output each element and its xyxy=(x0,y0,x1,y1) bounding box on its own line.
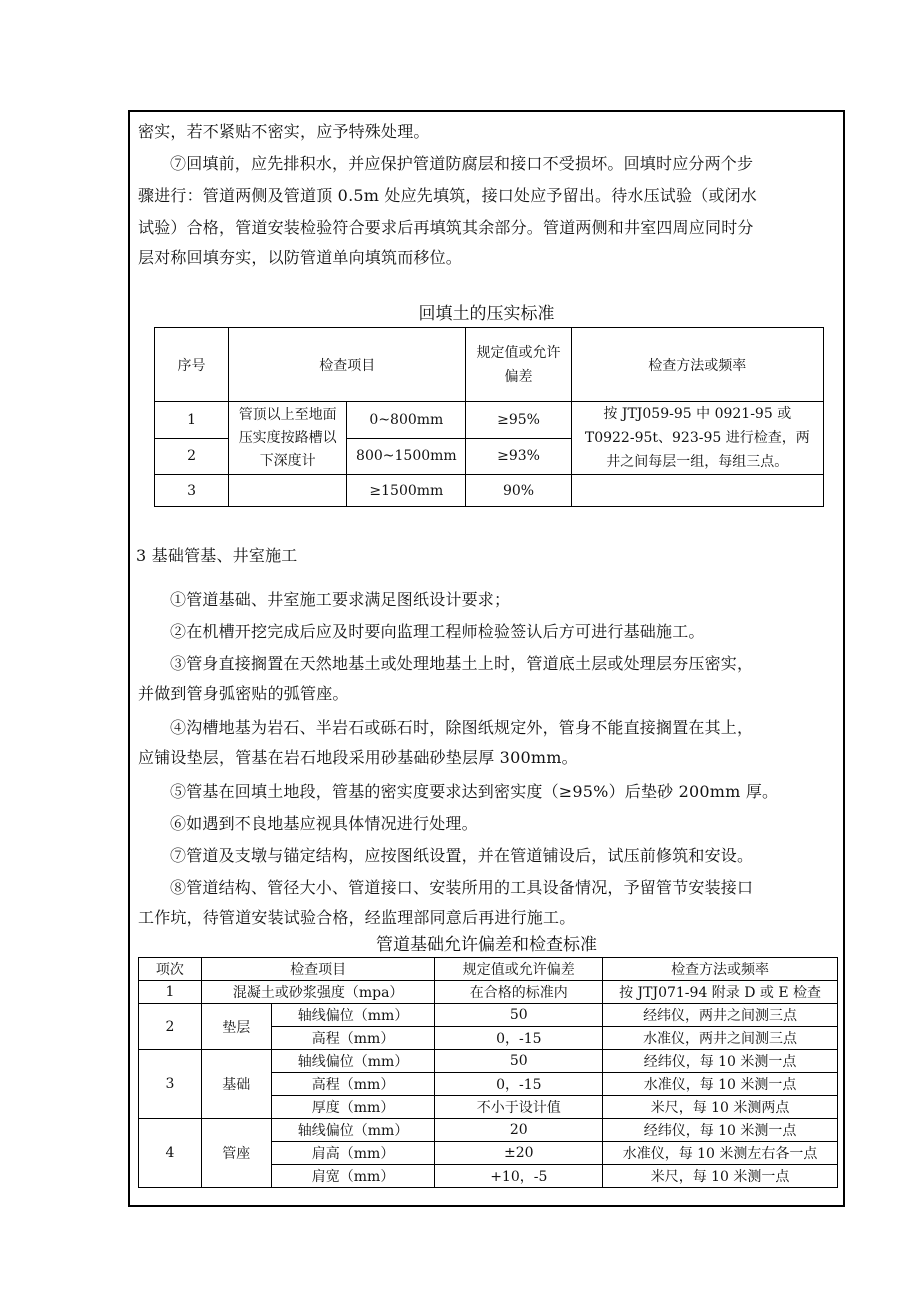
paragraph-line: 骤进行：管道两侧及管道顶 0.5m 处应先填筑，接口处应予留出。待水压试验（或闭水 xyxy=(138,186,757,205)
foundation-table xyxy=(138,957,838,1188)
method-blank xyxy=(571,475,823,507)
group-no: 3 xyxy=(139,1050,202,1119)
row-item: 轴线偏位（mm） xyxy=(271,1004,435,1027)
row-value: 不小于设计值 xyxy=(435,1096,603,1119)
row-method: 水准仪，每 10 米测一点 xyxy=(603,1073,838,1096)
paragraph-line: ⑥如遇到不良地基应视具体情况进行处理。 xyxy=(170,814,478,833)
row-value: +10，-5 xyxy=(435,1165,603,1188)
row-method: 按 JTJ071-94 附录 D 或 E 检查 xyxy=(603,981,838,1004)
row-value: 20 xyxy=(435,1119,603,1142)
group-name: 基础 xyxy=(201,1050,271,1119)
row-method: 水准仪，每 10 米测左右各一点 xyxy=(603,1142,838,1165)
paragraph-line: ⑦管道及支墩与锚定结构，应按图纸设置，并在管道铺设后，试压前修筑和安设。 xyxy=(170,846,754,865)
row-no: 2 xyxy=(155,438,229,475)
paragraph-line: 试验）合格，管道安装检验符合要求后再填筑其余部分。管道两侧和井室四周应同时分 xyxy=(138,218,754,237)
paragraph-line: 密实，若不紧贴不密实，应予特殊处理。 xyxy=(138,122,430,141)
group-name: 垫层 xyxy=(201,1004,271,1050)
item-group: 管顶以上至地面压实度按路槽以下深度计 xyxy=(229,402,347,475)
group-no: 4 xyxy=(139,1119,202,1188)
group-name: 管座 xyxy=(201,1119,271,1188)
row-item: 高程（mm） xyxy=(271,1073,435,1096)
row-item: 混凝土或砂浆强度（mpa） xyxy=(201,981,435,1004)
header-method: 检查方法或频率 xyxy=(603,958,838,981)
row-method: 经纬仪，两井之间测三点 xyxy=(603,1004,838,1027)
row-method: 米尺，每 10 米测一点 xyxy=(603,1165,838,1188)
row-value: 50 xyxy=(435,1050,603,1073)
row-no: 1 xyxy=(139,981,202,1004)
header-method: 检查方法或频率 xyxy=(571,328,823,402)
row-no: 1 xyxy=(155,402,229,439)
row-value: 0，-15 xyxy=(435,1073,603,1096)
row-value: 0，-15 xyxy=(435,1027,603,1050)
paragraph-line: ③管身直接搁置在天然地基土或处理地基土上时，管道底土层或处理层夯压密实， xyxy=(170,654,754,673)
header-no: 序号 xyxy=(155,328,229,402)
paragraph-line: ⑧管道结构、管径大小、管道接口、安装所用的工具设备情况，予留管节安装接口 xyxy=(170,878,754,897)
row-no: 3 xyxy=(155,475,229,507)
row-method: 水准仪，两井之间测三点 xyxy=(603,1027,838,1050)
header-no: 项次 xyxy=(139,958,202,981)
row-item: 厚度（mm） xyxy=(271,1096,435,1119)
header-value: 规定值或允许偏差 xyxy=(435,958,603,981)
paragraph-line: ⑦回填前，应先排积水，并应保护管道防腐层和接口不受损坏。回填时应分两个步 xyxy=(170,154,754,173)
paragraph-line: ⑤管基在回填土地段，管基的密实度要求达到密实度（≥95%）后垫砂 200mm 厚。 xyxy=(170,782,779,801)
row-method: 经纬仪，每 10 米测一点 xyxy=(603,1119,838,1142)
row-value: ≥93% xyxy=(466,438,571,475)
group-no: 2 xyxy=(139,1004,202,1050)
row-value: 50 xyxy=(435,1004,603,1027)
paragraph-line: 应铺设垫层，管基在岩石地段采用砂基础砂垫层厚 300mm。 xyxy=(138,748,578,767)
row-item: 轴线偏位（mm） xyxy=(271,1050,435,1073)
compaction-table xyxy=(154,327,824,507)
paragraph-line: 层对称回填夯实，以防管道单向填筑而移位。 xyxy=(138,248,463,267)
item-group-blank xyxy=(229,475,347,507)
row-value: ≥95% xyxy=(466,402,571,439)
row-range: 800~1500mm xyxy=(347,438,466,475)
paragraph-line: 工作坑，待管道安装试验合格，经监理部同意后再进行施工。 xyxy=(138,908,576,927)
table2-caption: 管道基础允许偏差和检查标准 xyxy=(376,935,597,955)
row-item: 轴线偏位（mm） xyxy=(271,1119,435,1142)
row-method: 经纬仪，每 10 米测一点 xyxy=(603,1050,838,1073)
row-item: 肩宽（mm） xyxy=(271,1165,435,1188)
row-value: ±20 xyxy=(435,1142,603,1165)
document-frame xyxy=(128,110,845,1207)
row-range: ≥1500mm xyxy=(347,475,466,507)
row-value: 90% xyxy=(466,475,571,507)
row-value: 在合格的标准内 xyxy=(435,981,603,1004)
section-heading: 3 基础管基、井室施工 xyxy=(136,546,298,565)
paragraph-line: ②在机槽开挖完成后应及时要向监理工程师检验签认后方可进行基础施工。 xyxy=(170,622,705,641)
header-item: 检查项目 xyxy=(229,328,466,402)
header-value: 规定值或允许偏差 xyxy=(466,328,571,402)
table1-caption: 回填土的压实标准 xyxy=(418,304,555,324)
row-item: 高程（mm） xyxy=(271,1027,435,1050)
paragraph-line: ④沟槽地基为岩石、半岩石或砾石时，除图纸规定外，管身不能直接搁置在其上， xyxy=(170,718,754,737)
paragraph-line: 并做到管身弧密贴的弧管座。 xyxy=(138,684,349,703)
paragraph-line: ①管道基础、井室施工要求满足图纸设计要求； xyxy=(170,590,511,609)
row-range: 0~800mm xyxy=(347,402,466,439)
header-item: 检查项目 xyxy=(201,958,435,981)
row-item: 肩高（mm） xyxy=(271,1142,435,1165)
check-method: 按 JTJ059-95 中 0921-95 或 T0922-95t、923-95 进行检查，两井之间每层一组，每组三点。 xyxy=(571,402,823,475)
row-method: 米尺，每 10 米测两点 xyxy=(603,1096,838,1119)
